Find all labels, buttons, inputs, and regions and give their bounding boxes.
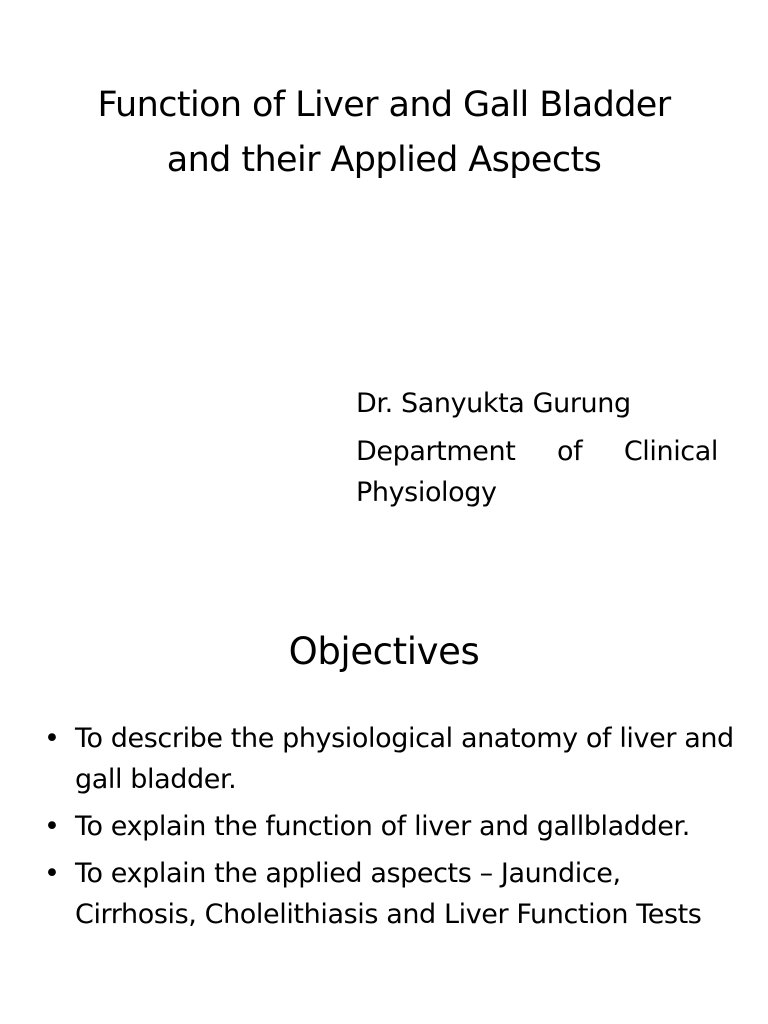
- list-item-text: To explain the function of liver and gallbladder.: [75, 811, 690, 842]
- title-line-1: Function of Liver and Gall Bladder: [97, 85, 671, 125]
- list-item: [44, 718, 734, 800]
- department-name: Department of Clinical Physiology: [356, 436, 718, 508]
- objectives-slide: [0, 512, 768, 1024]
- list-item-text: To describe the physiological anatomy of liver and gall bladder.: [75, 723, 734, 795]
- author-block: [356, 384, 718, 512]
- list-item: [44, 853, 734, 935]
- presentation-title: [40, 78, 728, 188]
- bullet-icon: •: [44, 811, 60, 842]
- bullet-icon: •: [44, 858, 60, 889]
- author-name: Dr. Sanyukta Gurung: [356, 388, 631, 419]
- list-item: [44, 806, 734, 847]
- title-line-2: and their Applied Aspects: [166, 140, 602, 180]
- bullet-icon: •: [44, 723, 60, 754]
- objectives-title: Objectives: [288, 630, 480, 673]
- list-item-text: To explain the applied aspects – Jaundice, Cirrhosis, Cholelithiasis and Liver Function Tests: [75, 858, 702, 930]
- objectives-list: [44, 718, 734, 941]
